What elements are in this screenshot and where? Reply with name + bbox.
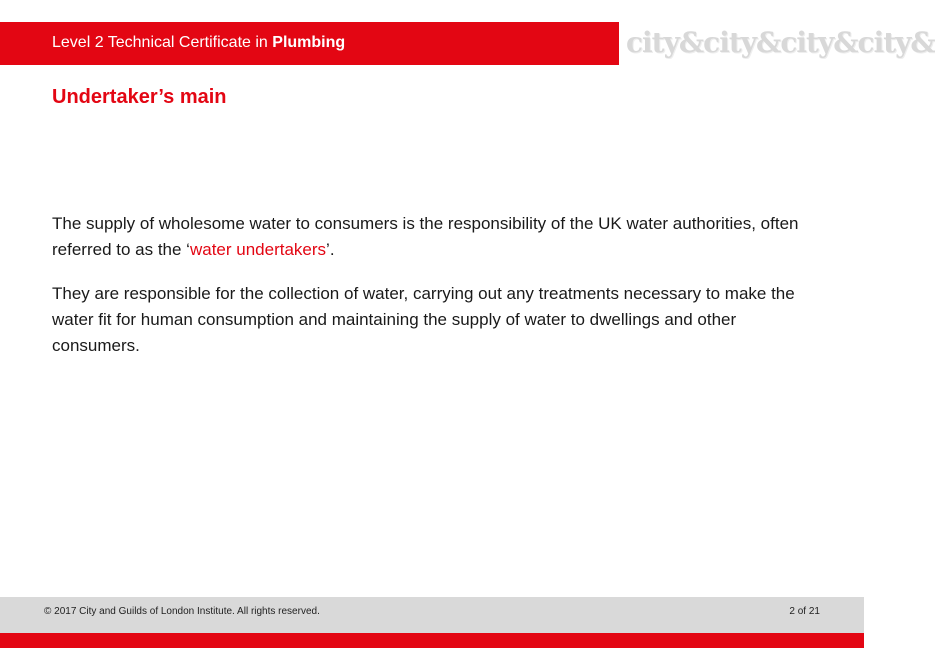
- highlighted-term: water undertakers: [189, 240, 327, 259]
- bottom-accent-bar: [0, 633, 864, 648]
- paragraph-text: ’.: [326, 240, 335, 259]
- course-title-subject: Plumbing: [272, 34, 346, 51]
- paragraph-text: The supply of wholesome water to consumers is the responsibility of the UK water authorities, often referred to as the ‘: [52, 214, 799, 259]
- logo-word: city&: [703, 26, 781, 59]
- city-and-guilds-logo: [626, 24, 935, 62]
- logo-word: city&: [857, 26, 935, 59]
- body-paragraph-2: They are responsible for the collection of water, carrying out any treatments necessary to make the water fit for human consumption and maintaining the supply of water to dwellings and other consumers.: [52, 284, 795, 355]
- logo-word: city&: [780, 26, 858, 59]
- body-paragraph-1: [52, 211, 822, 263]
- course-title-prefix: Level 2 Technical Certificate in: [52, 34, 273, 51]
- slide-heading: Undertaker’s main: [52, 86, 227, 108]
- slide-body: [52, 211, 822, 377]
- copyright-notice: © 2017 City and Guilds of London Institute. All rights reserved.: [44, 606, 320, 617]
- logo-word: city&: [626, 26, 704, 59]
- course-title: [52, 34, 345, 52]
- page-indicator: 2 of 21: [789, 606, 820, 617]
